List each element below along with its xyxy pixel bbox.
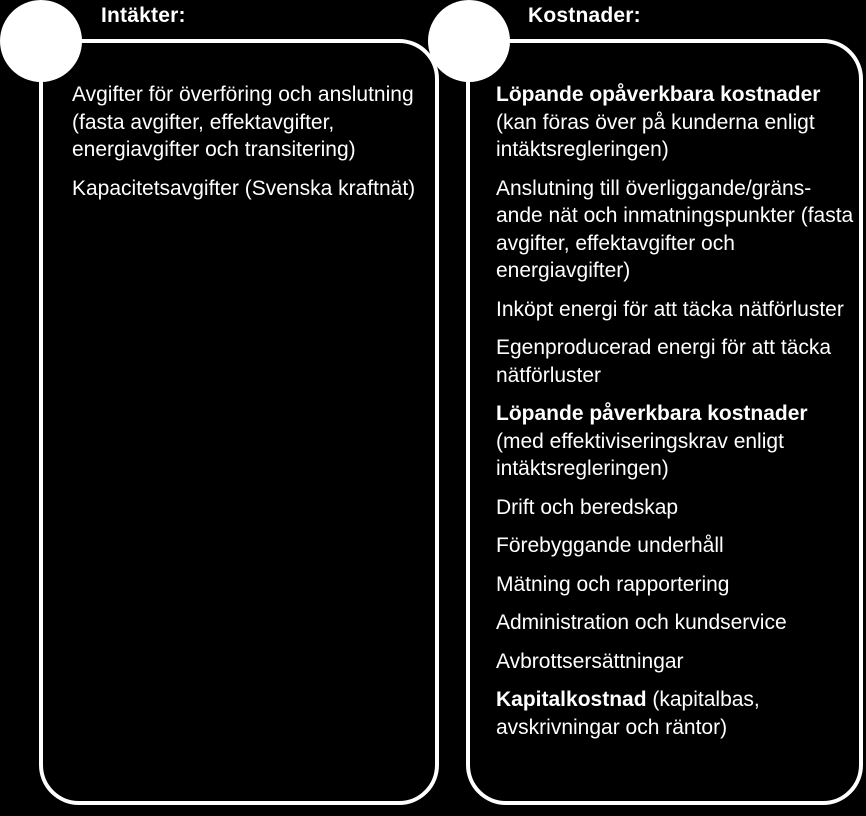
costs-heading: Kostnader: bbox=[528, 4, 641, 27]
cost-item bbox=[496, 334, 856, 389]
cost-item bbox=[496, 648, 856, 676]
cost-item bbox=[496, 571, 856, 599]
income-circle-marker bbox=[0, 0, 82, 82]
cost-item bbox=[496, 532, 856, 560]
cost-item-bold: Kapitalkostnad bbox=[496, 688, 647, 711]
cost-item bbox=[496, 296, 856, 324]
cost-item-text: Inköpt energi för att täcka nätförluster bbox=[496, 297, 844, 321]
cost-item-text: (kan föras över på kunderna enligt intäktsregleringen) bbox=[496, 110, 815, 161]
costs-list bbox=[496, 81, 856, 752]
cost-item-bold: Löpande påverkbara kostnader bbox=[496, 402, 808, 425]
cost-item bbox=[496, 686, 856, 741]
cost-item-text: Anslutning till överliggande/gräns-ande nät och inmatningspunkter (fasta avgifter, effektavgifter och energiavgifter) bbox=[496, 176, 854, 282]
cost-item-text: Drift och beredskap bbox=[496, 495, 679, 519]
cost-item-text: Mätning och rapportering bbox=[496, 572, 730, 596]
income-list bbox=[72, 81, 417, 213]
costs-circle-marker bbox=[428, 0, 510, 82]
cost-item-text: Avbrottsersättningar bbox=[496, 649, 684, 673]
income-item: Kapacitetsavgifter (Svenska kraftnät) bbox=[72, 176, 416, 200]
cost-item-group-header bbox=[496, 400, 856, 483]
cost-item-text: (kapitalbas, avskrivningar och räntor) bbox=[496, 688, 760, 739]
cost-item-text: Förebyggande underhåll bbox=[496, 534, 724, 557]
income-item: Avgifter för överföring och anslutning (fasta avgifter, effektavgifter, energiavgifter och transitering) bbox=[72, 83, 414, 161]
income-heading: Intäkter: bbox=[101, 4, 186, 27]
cost-item bbox=[496, 609, 856, 637]
cost-item-text: (med effektiviseringskrav enligt intäktsregleringen) bbox=[496, 429, 784, 480]
cost-item-group-header bbox=[496, 81, 856, 164]
cost-item-bold: Löpande opåverkbara kostnader bbox=[496, 83, 821, 106]
cost-item bbox=[496, 494, 856, 522]
cost-item bbox=[496, 175, 856, 285]
cost-item-text: Administration och kundservice bbox=[496, 611, 787, 634]
cost-item-text: Egenproducerad energi för att täcka nätförluster bbox=[496, 336, 832, 387]
